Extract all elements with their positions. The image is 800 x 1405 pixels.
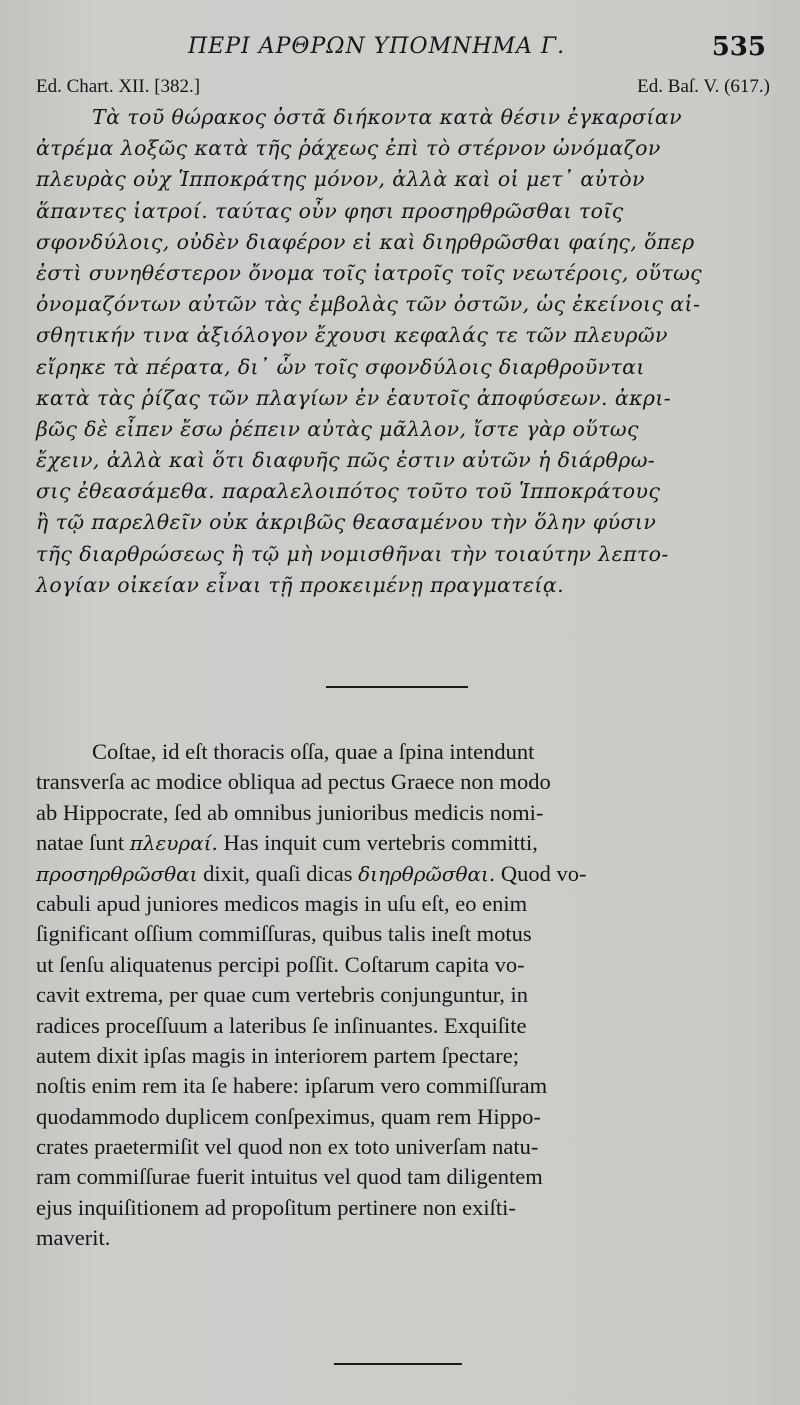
edition-reference-left: Ed. Chart. XII. [382.] bbox=[36, 76, 201, 97]
greek-text-line: λογίαν οἰκείαν εἶναι τῇ προκειμένῃ πραγματείᾳ. bbox=[36, 572, 565, 597]
latin-text-segment: Has inquit cum vertebris committi, bbox=[217, 830, 538, 856]
greek-text-line: ἅπαντες ἰατροί. ταύτας οὖν φησι προσηρθρῶσθαι τοῖς bbox=[36, 198, 624, 223]
latin-text-segment: crates praetermiſit vel quod non ex toto univerſam natu- bbox=[36, 1134, 539, 1160]
latin-text-line bbox=[36, 1102, 771, 1132]
latin-text-segment: natae ſunt bbox=[36, 830, 130, 856]
latin-text-segment: noſtis enim rem ita ſe habere: ipſarum vero commiſſuram bbox=[36, 1073, 548, 1099]
greek-term: προσηρθρῶσθαι bbox=[36, 861, 198, 886]
latin-text-segment: autem dixit ipſas magis in interiorem partem ſpectare; bbox=[36, 1042, 519, 1068]
edition-reference-right: Ed. Baſ. V. (617.) bbox=[637, 76, 770, 97]
greek-text-line: Τὰ τοῦ θώρακος ὀστᾶ διήκοντα κατὰ θέσιν ἐγκαρσίαν bbox=[92, 105, 682, 129]
latin-text-segment: quodammodo duplicem conſpeximus, quam rem Hippo- bbox=[36, 1103, 541, 1129]
latin-text-line bbox=[36, 859, 771, 889]
latin-text-segment: ram commiſſurae fuerit intuitus vel quod tam diligentem bbox=[36, 1164, 543, 1190]
latin-text-line bbox=[36, 1011, 771, 1041]
latin-translation-block bbox=[36, 737, 771, 1254]
end-divider-rule bbox=[334, 1363, 462, 1365]
latin-text-line bbox=[36, 828, 771, 858]
greek-text-line: σθητικήν τινα ἀξιόλογον ἔχουσι κεφαλάς τε τῶν πλευρῶν bbox=[36, 323, 668, 348]
latin-text-line bbox=[36, 1132, 771, 1162]
latin-text-line bbox=[36, 950, 771, 980]
latin-text-line bbox=[36, 798, 771, 828]
latin-text-line bbox=[36, 1193, 771, 1223]
latin-text-line bbox=[36, 1041, 771, 1071]
latin-text-segment: radices proceſſuum a lateribus ſe inſinuantes. Exquiſite bbox=[36, 1012, 527, 1038]
latin-text-segment: cavit extrema, per quae cum vertebris conjunguntur, in bbox=[36, 982, 529, 1008]
latin-text-segment: Coſtae, id eſt thoracis oſſa, quae a ſpina intendunt bbox=[92, 739, 535, 764]
latin-text-segment: ſignificant oſſium commiſſuras, quibus talis ineſt motus bbox=[36, 921, 532, 947]
latin-text-segment: maverit. bbox=[36, 1225, 111, 1251]
latin-text-line bbox=[36, 1223, 771, 1253]
greek-text-line: σις ἐθεασάμεθα. παραλελοιπότος τοῦτο τοῦ Ἱπποκράτους bbox=[36, 479, 661, 504]
greek-text-line: ἔχειν, ἀλλὰ καὶ ὅτι διαφυῆς πῶς ἐστιν αὐτῶν ἡ διάρθρω- bbox=[36, 448, 656, 473]
latin-text-segment: transverſa ac modice obliqua ad pectus Graece non modo bbox=[36, 769, 551, 795]
greek-term: πλευραί. bbox=[129, 831, 218, 856]
greek-text-line: ἀτρέμα λοξῶς κατὰ τῆς ῥάχεως ἐπὶ τὸ στέρνον ὠνόμαζον bbox=[36, 136, 661, 161]
greek-text-block bbox=[36, 102, 766, 601]
latin-text-line bbox=[36, 919, 771, 949]
greek-text-line: εἴρηκε τὰ πέρατα, δι᾽ ὧν τοῖς σφονδύλοις διαρθροῦνται bbox=[36, 354, 645, 379]
greek-text-line: ὀνομαζόντων αὐτῶν τὰς ἐμβολὰς τῶν ὀστῶν, ὡς ἐκείνοις αἰ- bbox=[36, 292, 701, 317]
section-divider-rule bbox=[326, 686, 468, 688]
greek-text-line: τῆς διαρθρώσεως ἢ τῷ μὴ νομισθῆναι τὴν τοιαύτην λεπτο- bbox=[36, 541, 669, 566]
greek-text-line: κατὰ τὰς ῥίζας τῶν πλαγίων ἐν ἑαυτοῖς ἀποφύσεων. ἀκρι- bbox=[36, 385, 672, 410]
latin-text-segment: ut ſenſu aliquatenus percipi poſſit. Coſtarum capita vo- bbox=[36, 951, 525, 977]
greek-text-line: σφονδύλοις, οὐδὲν διαφέρον εἰ καὶ διηρθρῶσθαι φαίης, ὅπερ bbox=[36, 229, 695, 254]
greek-text-line: πλευρὰς οὐχ Ἱπποκράτης μόνον, ἀλλὰ καὶ οἱ μετ᾽ αὐτὸν bbox=[36, 167, 645, 192]
latin-text-line bbox=[36, 1071, 771, 1101]
greek-text-line: ἐστὶ συνηθέστερον ὄνομα τοῖς ἰατροῖς τοῖς νεωτέροις, οὕτως bbox=[36, 260, 703, 285]
page-number: 535 bbox=[711, 32, 766, 62]
latin-text-segment: cabuli apud juniores medicos magis in uſu eſt, eo enim bbox=[36, 890, 528, 916]
latin-text-segment: ejus inquiſitionem ad propoſitum pertinere non exiſti- bbox=[36, 1194, 516, 1220]
greek-text-line: ἢ τῷ παρελθεῖν οὐκ ἀκριβῶς θεασαμένου τὴν ὅλην φύσιν bbox=[36, 510, 657, 535]
latin-text-line bbox=[36, 767, 771, 797]
latin-text-segment: Quod vo- bbox=[495, 860, 587, 886]
latin-text-segment: ab Hippocrate, ſed ab omnibus junioribus medicis nomi- bbox=[36, 799, 544, 825]
greek-text-line: βῶς δὲ εἶπεν ἔσω ῥέπειν αὐτὰς μᾶλλον, ἴστε γὰρ οὕτως bbox=[36, 416, 639, 441]
greek-term: διηρθρῶσθαι. bbox=[358, 861, 496, 886]
latin-text-line bbox=[36, 1162, 771, 1192]
latin-text-line bbox=[36, 980, 771, 1010]
latin-text-line bbox=[36, 737, 771, 767]
latin-text-line bbox=[36, 889, 771, 919]
running-title: ΠΕΡΙ ΑΡΘΡΩΝ ΥΠΟΜΝΗΜΑ Γ. bbox=[188, 34, 566, 59]
latin-text-segment: dixit, quaſi dicas bbox=[197, 860, 359, 886]
